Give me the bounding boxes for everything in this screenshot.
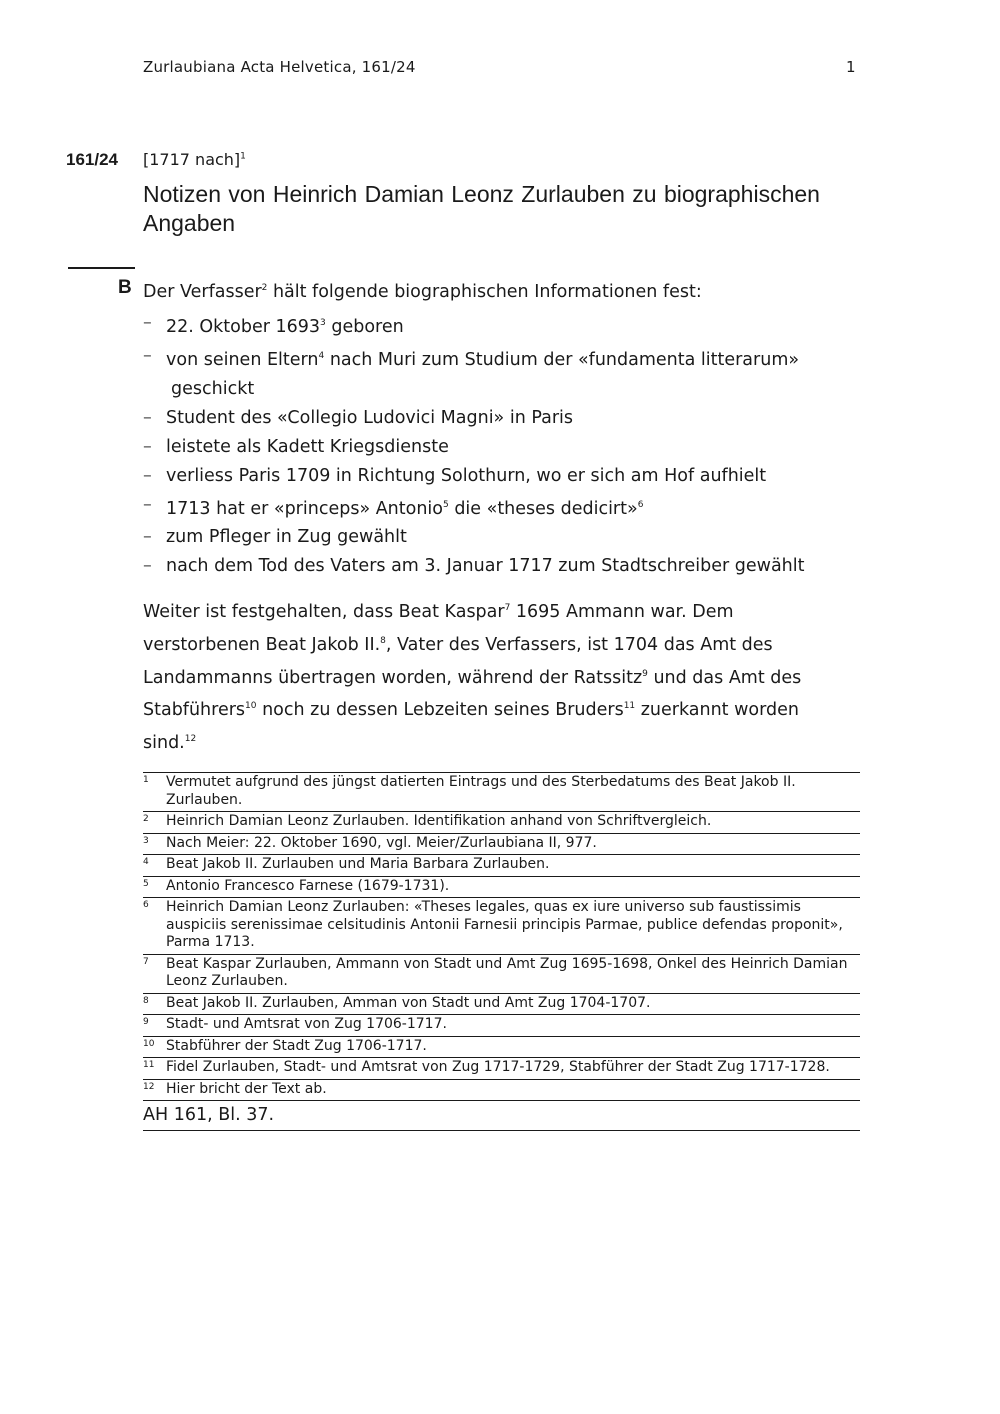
footnote-ref: 1 <box>240 151 246 162</box>
date-text: [1717 nach] <box>143 150 241 169</box>
footnote <box>143 1036 860 1058</box>
source-reference: AH 161, Bl. 37. <box>143 1100 860 1131</box>
dash-bullet: – <box>143 345 152 366</box>
footnote <box>143 1057 860 1079</box>
biography-list <box>143 309 863 581</box>
paragraph-text: und das Amt des Stabführers <box>143 667 802 721</box>
footnote <box>143 1079 860 1101</box>
intro-sentence <box>143 274 702 307</box>
footnote <box>143 876 860 898</box>
document-title: Notizen von Heinrich Damian Leonz Zurlauben zu biographischen Angaben <box>143 181 820 236</box>
footnote-text: Beat Kaspar Zurlauben, Ammann von Stadt und Amt Zug 1695-1698, Onkel des Heinrich Damian Leonz Zurlauben. <box>166 955 848 989</box>
footnote-mark: 6 <box>143 900 149 910</box>
page-number: 1 <box>846 58 856 76</box>
footnote-text: Fidel Zurlauben, Stadt- und Amtsrat von Zug 1717-1729, Stabführer der Stadt Zug 1717-1728. <box>166 1059 830 1075</box>
list-item <box>143 523 863 552</box>
list-item-text: 1713 hat er «princeps» Antonio <box>166 498 444 519</box>
footnote-text: Heinrich Damian Leonz Zurlauben: «Theses legales, quas ex iure universo sub faustissimis auspiciis serenissimae celsitudinis Antonii Farnesii principis Parmae, publice defendas proponit», Parma 1713. <box>166 899 843 950</box>
footnote <box>143 1014 860 1036</box>
footnote <box>143 954 860 993</box>
footnote-text: Hier bricht der Text ab. <box>166 1080 327 1097</box>
list-item <box>143 462 863 491</box>
paragraph-text: noch zu dessen Lebzeiten seines Bruders <box>256 700 624 721</box>
footnote-ref: 2 <box>261 283 268 293</box>
list-item-text: nach dem Tod des Vaters am 3. Januar 1717 zum Stadtschreiber gewählt <box>166 556 805 577</box>
paragraph-text: 1695 Ammann war. Dem verstorbenen Beat Jakob II. <box>143 601 734 655</box>
footnote-text: Antonio Francesco Farnese (1679-1731). <box>166 877 450 894</box>
footnote-mark: 8 <box>143 995 149 1006</box>
footnote-ref: 9 <box>642 668 648 679</box>
summary-paragraph <box>143 594 843 758</box>
list-item-text: leistete als Kadett Kriegsdienste <box>166 436 449 457</box>
list-item-continuation: geschickt <box>171 378 255 399</box>
footnote-ref: 4 <box>318 350 325 361</box>
list-item <box>143 491 863 524</box>
footnote-mark: 7 <box>143 956 149 967</box>
footnote-text: Nach Meier: 22. Oktober 1690, vgl. Meier/Zurlaubiana II, 977. <box>166 834 597 851</box>
footnote-mark: 10 <box>143 1038 155 1049</box>
dash-bullet: – <box>143 436 152 457</box>
footnote-ref: 12 <box>184 734 197 745</box>
footnote-ref: 8 <box>380 635 386 646</box>
list-item-text: zum Pfleger in Zug gewählt <box>166 527 407 548</box>
footnote-mark: 5 <box>143 878 149 889</box>
footnote-mark: 3 <box>143 835 149 846</box>
footnote-ref: 3 <box>320 318 326 328</box>
paragraph-text: Weiter ist festgehalten, dass Beat Kaspar <box>143 601 505 622</box>
footnote-mark: 4 <box>143 857 149 867</box>
footnote <box>143 854 860 876</box>
section-divider <box>68 267 135 269</box>
document-date <box>143 150 246 169</box>
footnote-ref: 7 <box>504 603 511 613</box>
list-item-text: von seinen Eltern <box>166 349 319 370</box>
footnote-mark: 11 <box>143 1060 155 1070</box>
intro-text: Der Verfasser <box>143 281 262 302</box>
dash-bullet: – <box>143 494 152 515</box>
footnote-ref: 6 <box>637 499 644 510</box>
footnote-mark: 9 <box>143 1017 149 1027</box>
footnote <box>143 811 860 833</box>
list-item-text: verliess Paris 1709 in Richtung Solothurn, wo er sich am Hof aufhielt <box>166 465 767 486</box>
dash-bullet: – <box>143 465 152 486</box>
dash-bullet: – <box>143 527 152 548</box>
list-item-text: geboren <box>325 316 404 337</box>
intro-text: hält folgende biographischen Informationen fest: <box>267 281 702 302</box>
footnote <box>143 772 860 811</box>
footnote-mark: 1 <box>143 775 149 785</box>
list-item <box>143 552 863 581</box>
footnote-text: Beat Jakob II. Zurlauben, Amman von Stadt und Amt Zug 1704-1707. <box>166 994 651 1011</box>
footnote-ref: 10 <box>245 701 257 712</box>
footnote <box>143 897 860 954</box>
footnote-mark: 12 <box>143 1081 155 1092</box>
dash-bullet: – <box>143 556 152 577</box>
footnotes <box>143 772 860 1131</box>
footnote-text: Beat Jakob II. Zurlauben und Maria Barbara Zurlauben. <box>166 856 550 872</box>
footnote <box>143 993 860 1015</box>
document-number: 161/24 <box>66 150 118 169</box>
list-item <box>143 433 863 462</box>
section-label: B <box>118 277 132 298</box>
list-item-text: die «theses dedicirt» <box>448 498 638 519</box>
dash-bullet: – <box>143 313 152 333</box>
paragraph-text: , Vater des Verfassers, ist 1704 das Amt des Landammanns übertragen worden, während der Ratssitz <box>143 634 773 688</box>
list-item <box>143 342 863 404</box>
paragraph-text: zuerkannt worden sind. <box>143 700 799 754</box>
list-item <box>143 309 863 342</box>
running-header: Zurlaubiana Acta Helvetica, 161/24 <box>143 58 416 76</box>
dash-bullet: – <box>143 407 152 428</box>
list-item-text: nach Muri zum Studium der «fundamenta litterarum» <box>324 349 800 370</box>
footnote-mark: 2 <box>143 814 149 824</box>
footnote-ref: 5 <box>443 499 449 510</box>
footnote <box>143 833 860 855</box>
footnote-ref: 11 <box>623 701 636 712</box>
footnote-text: Vermutet aufgrund des jüngst datierten Eintrags und des Sterbedatums des Beat Jakob II. Zurlauben. <box>166 774 796 808</box>
list-item <box>143 404 863 433</box>
list-item-text: Student des «Collegio Ludovici Magni» in Paris <box>166 407 574 428</box>
footnote-text: Stabführer der Stadt Zug 1706-1717. <box>166 1037 427 1054</box>
footnote-text: Heinrich Damian Leonz Zurlauben. Identifikation anhand von Schriftvergleich. <box>166 813 712 829</box>
list-item-text: 22. Oktober 1693 <box>166 316 321 337</box>
footnote-text: Stadt- und Amtsrat von Zug 1706-1717. <box>166 1016 447 1032</box>
